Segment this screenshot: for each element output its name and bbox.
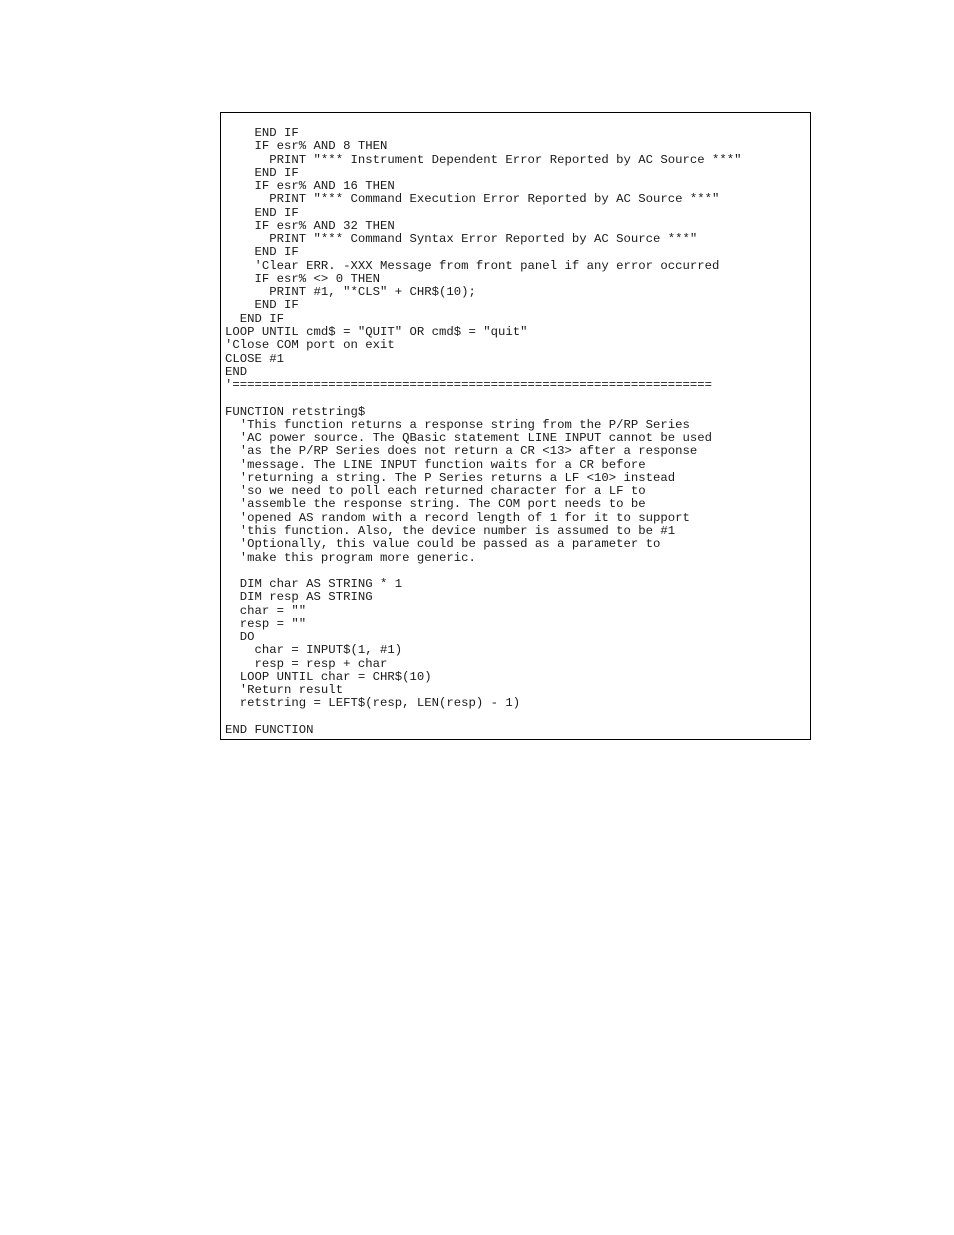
code-line: END IF — [225, 205, 299, 220]
code-line: IF esr% <> 0 THEN — [225, 271, 380, 286]
code-line: 'Optionally, this value could be passed as a parameter to — [225, 537, 661, 552]
code-line: 'AC power source. The QBasic statement LINE INPUT cannot be used — [225, 431, 713, 446]
code-line: 'opened AS random with a record length of 1 for it to support — [225, 510, 690, 525]
code-line: 'this function. Also, the device number is assumed to be #1 — [225, 523, 676, 538]
code-listing — [225, 127, 810, 737]
code-line: 'returning a string. The P Series returns a LF <10> instead — [225, 470, 676, 485]
code-line: FUNCTION retstring$ — [225, 404, 366, 419]
code-line: 'Close COM port on exit — [225, 338, 395, 353]
code-line: resp = resp + char — [225, 656, 388, 671]
code-line: IF esr% AND 16 THEN — [225, 179, 395, 194]
code-line: PRINT "*** Instrument Dependent Error Reported by AC Source ***" — [225, 152, 742, 167]
code-line: END IF — [225, 126, 299, 140]
code-line: DIM char AS STRING * 1 — [225, 577, 403, 592]
code-line: char = "" — [225, 603, 307, 618]
code-line: DO — [225, 630, 255, 645]
code-line: END FUNCTION — [225, 722, 314, 737]
code-line: retstring = LEFT$(resp, LEN(resp) - 1) — [225, 696, 521, 711]
code-line — [225, 565, 810, 578]
code-line: 'message. The LINE INPUT function waits for a CR before — [225, 457, 646, 472]
code-line: DIM resp AS STRING — [225, 590, 373, 605]
code-line: IF esr% AND 32 THEN — [225, 218, 395, 233]
code-line: 'Return result — [225, 683, 344, 698]
code-line: IF esr% AND 8 THEN — [225, 139, 388, 154]
code-line: END IF — [225, 298, 299, 313]
code-listing-box — [220, 112, 811, 740]
code-line: END — [225, 364, 248, 379]
code-line: resp = "" — [225, 616, 307, 631]
code-line: PRINT #1, "*CLS" + CHR$(10); — [225, 285, 476, 300]
code-line: END IF — [225, 165, 299, 180]
code-line: CLOSE #1 — [225, 351, 285, 366]
code-line: 'so we need to poll each returned character for a LF to — [225, 484, 646, 499]
code-line: PRINT "*** Command Execution Error Reported by AC Source ***" — [225, 192, 720, 207]
code-line: 'make this program more generic. — [225, 550, 476, 565]
code-line: END IF — [225, 245, 299, 260]
code-line: char = INPUT$(1, #1) — [225, 643, 403, 658]
code-line: LOOP UNTIL cmd$ = "QUIT" OR cmd$ = "quit" — [225, 324, 528, 339]
code-line: '================================================================= — [225, 378, 713, 393]
code-line: PRINT "*** Command Syntax Error Reported by AC Source ***" — [225, 232, 698, 247]
code-line: 'as the P/RP Series does not return a CR <13> after a response — [225, 444, 698, 459]
code-line: END IF — [225, 311, 285, 326]
code-line: LOOP UNTIL char = CHR$(10) — [225, 669, 432, 684]
code-line: 'assemble the response string. The COM port needs to be — [225, 497, 646, 512]
code-line — [225, 711, 810, 724]
code-line: 'This function returns a response string from the P/RP Series — [225, 417, 690, 432]
code-line — [225, 392, 810, 405]
code-line: 'Clear ERR. -XXX Message from front panel if any error occurred — [225, 258, 720, 273]
